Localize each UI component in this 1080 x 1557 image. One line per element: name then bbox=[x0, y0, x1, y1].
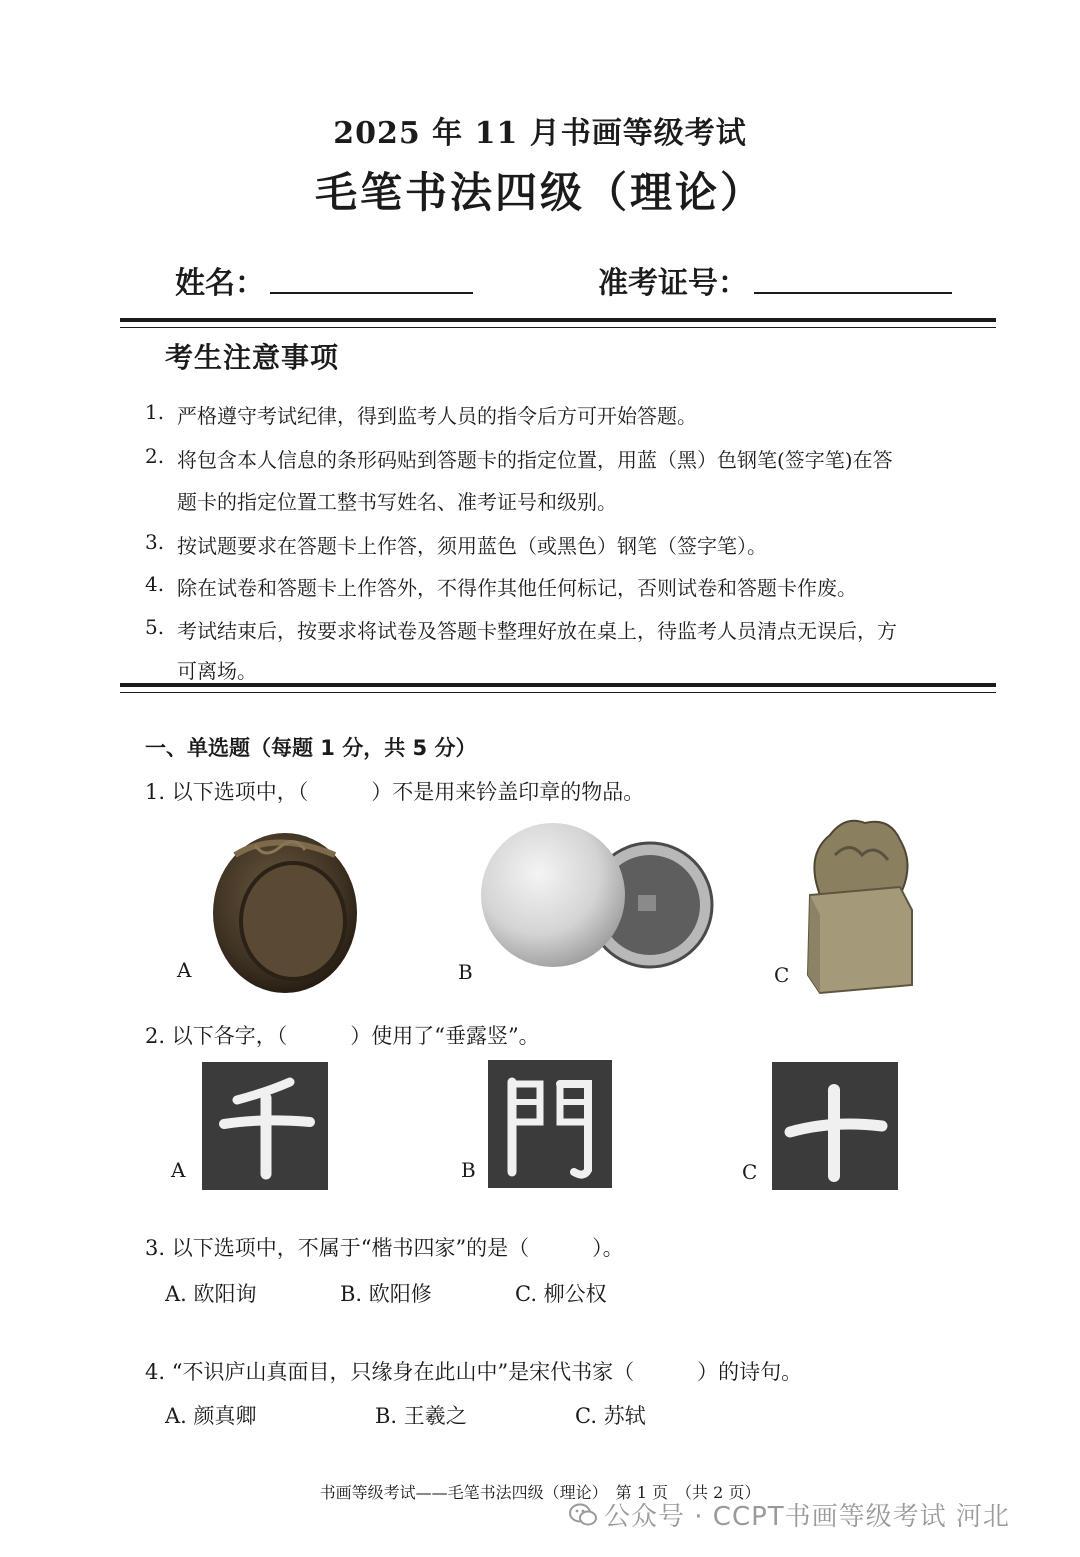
divider bbox=[120, 692, 996, 693]
notice-number: 4. bbox=[145, 572, 165, 596]
section-title: 一、单选题（每题 1 分，共 5 分） bbox=[145, 736, 477, 760]
page-footer: 书画等级考试——毛笔书法四级（理论） 第 1 页 （共 2 页） bbox=[319, 1483, 761, 1502]
option-a: A. 颜真卿 bbox=[165, 1404, 257, 1428]
divider bbox=[120, 683, 996, 687]
exam-id-field[interactable] bbox=[754, 292, 952, 294]
notice-line: 严格遵守考试纪律，得到监考人员的指令后方可开始答题。 bbox=[177, 404, 697, 428]
option-label: C bbox=[742, 1160, 758, 1184]
notice-heading: 考生注意事项 bbox=[165, 341, 340, 374]
question-3: 3. 以下选项中，不属于“楷书四家”的是（ ）。 bbox=[145, 1236, 624, 1260]
notice-number: 3. bbox=[145, 530, 165, 554]
question-4: 4. “不识庐山真面目，只缘身在此山中”是宋代书家（ ）的诗句。 bbox=[145, 1360, 803, 1384]
stone-seal-image bbox=[800, 815, 915, 995]
notice-line: 可离场。 bbox=[177, 659, 257, 683]
question-1: 1. 以下选项中，（ ）不是用来钤盖印章的物品。 bbox=[145, 780, 645, 804]
calligraphy-shi-strokes bbox=[772, 1062, 898, 1190]
inkstone-image bbox=[205, 825, 360, 995]
notice-line: 除在试卷和答题卡上作答外，不得作其他任何标记，否则试卷和答题卡作废。 bbox=[177, 576, 857, 600]
option-a: A. 欧阳询 bbox=[165, 1282, 257, 1306]
question-2: 2. 以下各字，（ ）使用了“垂露竖”。 bbox=[145, 1024, 540, 1048]
notice-line: 题卡的指定位置工整书写姓名、准考证号和级别。 bbox=[177, 490, 617, 514]
exam-session-title: 2025 年 11 月书画等级考试 bbox=[333, 116, 747, 151]
option-label: B bbox=[461, 1158, 476, 1182]
exam-subject-title: 毛笔书法四级（理论） bbox=[314, 168, 765, 217]
option-b: B. 王羲之 bbox=[375, 1404, 467, 1428]
option-label: A bbox=[177, 958, 192, 982]
option-label: C bbox=[774, 963, 790, 987]
calligraphy-character-men bbox=[488, 1060, 612, 1188]
wechat-icon bbox=[568, 1502, 598, 1528]
option-b: B. 欧阳修 bbox=[340, 1282, 432, 1306]
notice-line: 考试结束后，按要求将试卷及答题卡整理好放在桌上，待监考人员清点无误后，方 bbox=[177, 619, 897, 643]
calligraphy-character-shi bbox=[772, 1062, 898, 1190]
notice-line: 按试题要求在答题卡上作答，须用蓝色（或黑色）钢笔（签字笔）。 bbox=[177, 534, 767, 558]
option-label: B bbox=[458, 960, 473, 984]
calligraphy-character-qian bbox=[202, 1062, 328, 1190]
divider bbox=[120, 327, 996, 328]
option-c: C. 柳公权 bbox=[515, 1282, 607, 1306]
seal-paste-box-image bbox=[478, 820, 728, 970]
calligraphy-men-strokes bbox=[488, 1060, 612, 1188]
divider bbox=[120, 318, 996, 322]
name-field[interactable] bbox=[270, 292, 473, 294]
calligraphy-qian-strokes bbox=[202, 1062, 328, 1190]
watermark-text: 公众号 · CCPT书画等级考试 河北 bbox=[604, 1502, 1010, 1532]
exam-id-label: 准考证号： bbox=[598, 266, 748, 301]
notice-number: 2. bbox=[145, 444, 165, 468]
option-c: C. 苏轼 bbox=[575, 1404, 646, 1428]
name-label: 姓名： bbox=[175, 266, 265, 301]
notice-number: 5. bbox=[145, 615, 165, 639]
option-label: A bbox=[171, 1158, 186, 1182]
notice-number: 1. bbox=[145, 400, 165, 424]
notice-line: 将包含本人信息的条形码贴到答题卡的指定位置，用蓝（黑）色钢笔(签字笔)在答 bbox=[177, 448, 893, 472]
